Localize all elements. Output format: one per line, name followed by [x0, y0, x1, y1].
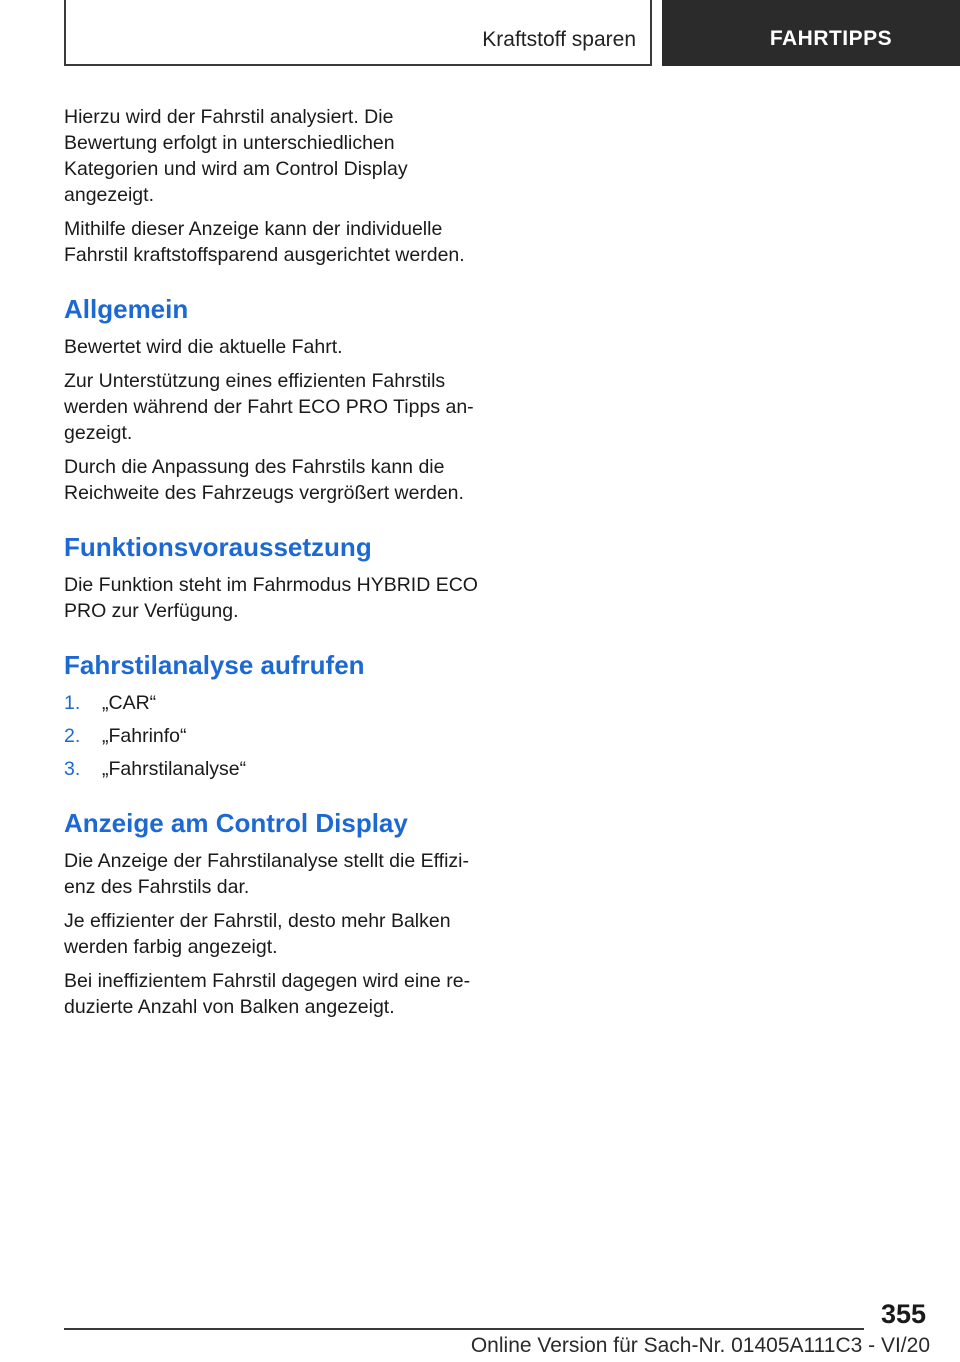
heading-fahrstilanalyse-aufrufen: Fahrstilanalyse aufrufen [64, 650, 365, 680]
section-header-box [64, 0, 652, 66]
list-item [64, 756, 484, 782]
allgemein-paragraph-3: Durch die Anpassung des Fahrstils kann die Reichweite des Fahrzeugs vergrößert werden. [64, 456, 464, 504]
online-version-note: Online Version für Sach-Nr. 01405A111C3 - VI/20 [470, 1334, 930, 1357]
step-text: „Fahrinfo“ [102, 725, 187, 747]
chapter-title: FAHRTIPPS [769, 27, 893, 50]
list-item [64, 723, 484, 749]
allgemein-paragraph-2: Zur Unterstützung eines effizienten Fahrstils werden während der Fahrt ECO PRO Tipps an-gezeigt. [64, 370, 474, 444]
step-number: 2. [64, 725, 81, 747]
allgemein-paragraph-1: Bewertet wird die aktuelle Fahrt. [64, 336, 343, 358]
step-text: „Fahrstilanalyse“ [102, 758, 247, 780]
heading-funktionsvoraussetzung: Funktionsvoraussetzung [64, 532, 372, 562]
heading-allgemein: Allgemein [64, 294, 189, 324]
page-header [64, 0, 960, 66]
steps-list [64, 690, 484, 782]
heading-anzeige-control-display: Anzeige am Control Display [64, 808, 408, 838]
chapter-tab [662, 0, 960, 66]
section-title: Kraftstoff sparen [482, 28, 636, 51]
anzeige-paragraph-2: Je effizienter der Fahrstil, desto mehr Balken werden farbig angezeigt. [64, 910, 451, 958]
list-item [64, 690, 484, 716]
anzeige-paragraph-3: Bei ineffizientem Fahrstil dagegen wird eine re-duzierte Anzahl von Balken angezeigt. [64, 970, 471, 1018]
intro-paragraph-1: Hierzu wird der Fahrstil analysiert. Die Bewertung erfolgt in unterschiedlichen Kategorien und wird am Control Display angezeigt. [64, 106, 408, 206]
funktionsvoraussetzung-paragraph: Die Funktion steht im Fahrmodus HYBRID ECO PRO zur Verfügung. [64, 574, 478, 622]
footer-divider [64, 1328, 864, 1330]
step-number: 1. [64, 692, 81, 714]
page-number: 355 [880, 1299, 926, 1329]
intro-paragraph-2: Mithilfe dieser Anzeige kann der individuelle Fahrstil kraftstoffsparend ausgerichtet werden. [64, 218, 465, 266]
step-number: 3. [64, 758, 81, 780]
anzeige-paragraph-1: Die Anzeige der Fahrstilanalyse stellt die Effizi-enz des Fahrstils dar. [64, 850, 469, 898]
step-text: „CAR“ [102, 692, 157, 714]
main-content [64, 104, 484, 1028]
